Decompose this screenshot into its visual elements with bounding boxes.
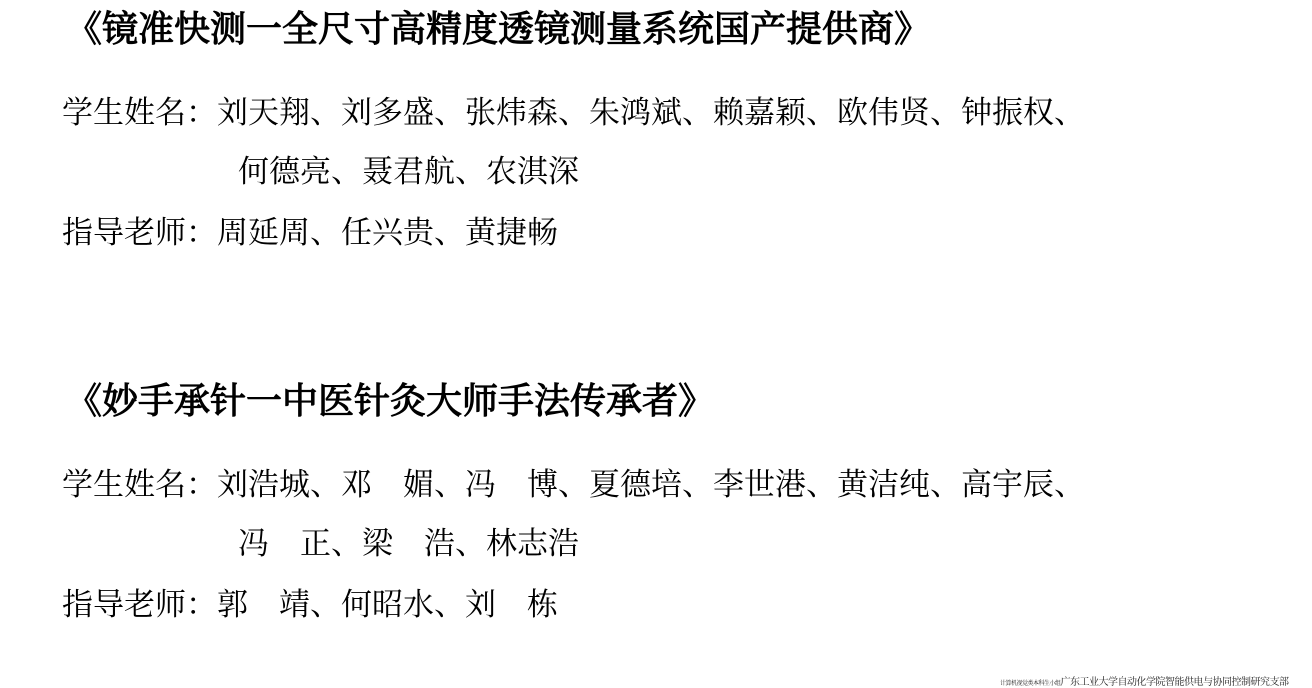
teachers-names-2: 郭 靖、何昭水、刘 栋 bbox=[217, 587, 558, 623]
teachers-label-1: 指导老师： bbox=[62, 215, 217, 251]
footer-credit bbox=[1000, 670, 1312, 688]
project-title-1: 《镜准快测一全尺寸高精度透镜测量系统国产提供商》 bbox=[66, 9, 931, 49]
students-names-line1-1: 刘天翔、刘多盛、张炜森、朱鸿斌、赖嘉颖、欧伟贤、钟振权、 bbox=[217, 95, 1085, 131]
teachers-row-1 bbox=[0, 215, 1312, 251]
teachers-label-2: 指导老师： bbox=[62, 587, 217, 623]
footer-small-text: 广东工业大学自动化学院智能供电与协同控制研究支部 bbox=[1060, 677, 1289, 688]
students-row-1 bbox=[0, 95, 1312, 131]
students-names-line1-2: 刘浩城、邓 媚、冯 博、夏德培、李世港、黄洁纯、高宇辰、 bbox=[217, 467, 1085, 503]
teachers-row-2 bbox=[0, 587, 1312, 623]
spacer bbox=[0, 500, 1312, 528]
students-row-2 bbox=[0, 467, 1312, 503]
project-title-2: 《妙手承针一中医针灸大师手法传承者》 bbox=[66, 381, 715, 421]
students-label-1: 学生姓名： bbox=[62, 95, 217, 131]
footer-tiny-text: 计算机视觉类本科生小组 bbox=[1000, 681, 1061, 687]
project-section-1 bbox=[0, 8, 1312, 251]
students-names-line2-2: 冯 正、梁 浩、林志浩 bbox=[238, 526, 579, 562]
project-section-2 bbox=[0, 380, 1312, 623]
teachers-names-1: 周延周、任兴贵、黄捷畅 bbox=[217, 215, 558, 251]
students-names-line2-1: 何德亮、聂君航、农淇深 bbox=[238, 154, 579, 190]
spacer bbox=[0, 128, 1312, 156]
students-label-2: 学生姓名： bbox=[62, 467, 217, 503]
